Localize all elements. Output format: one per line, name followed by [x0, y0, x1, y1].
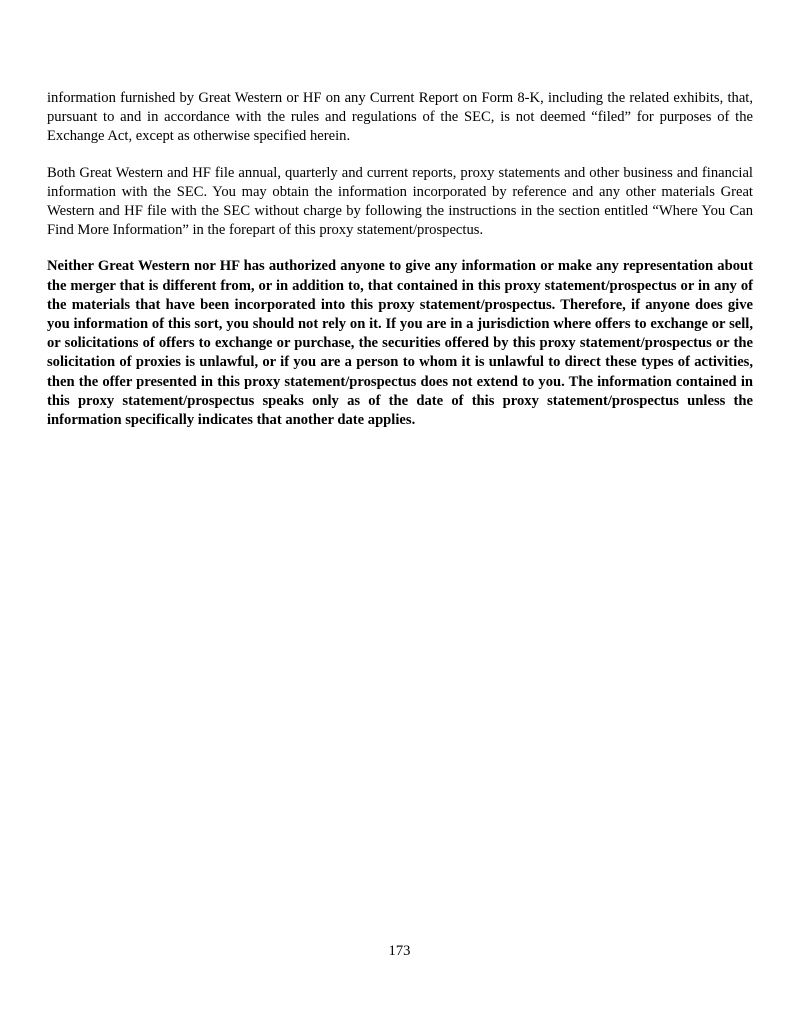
paragraph-authorization-notice: Neither Great Western nor HF has authorized anyone to give any information or make any representation about the merger that is different from, or in addition to, that contained in this proxy statement/prospectus or in any of the materials that have been incorporated into this proxy statement/prospectus. Therefore, if anyone does give you information of this sort, you should not rely on it. If you are in a jurisdiction where offers to exchange or sell, or solicitations of offers to exchange or purchase, the securities offered by this proxy statement/prospectus or the solicitation of proxies is unlawful, or if you are a person to whom it is unlawful to direct these types of activities, then the offer presented in this proxy statement/prospectus does not extend to you. The information contained in this proxy statement/prospectus speaks only as of the date of this proxy statement/prospectus unless the information specifically indicates that another date applies.: [47, 258, 753, 429]
paragraph-sec-filings: Both Great Western and HF file annual, quarterly and current reports, proxy statements and other business and financial information with the SEC. You may obtain the information incorporated by reference and any other materials Great Western and HF file with the SEC without charge by following the instructions in the section entitled “Where You Can Find More Information” in the forepart of this proxy statement/prospectus.: [47, 164, 753, 239]
paragraph-exchange-act: information furnished by Great Western or HF on any Current Report on Form 8-K, including the related exhibits, that, pursuant to and in accordance with the rules and regulations of the SEC, is not deemed “filed” for purposes of the Exchange Act, except as otherwise specified herein.: [47, 90, 753, 145]
document-body: [47, 89, 753, 447]
page-number: 173: [388, 943, 411, 959]
